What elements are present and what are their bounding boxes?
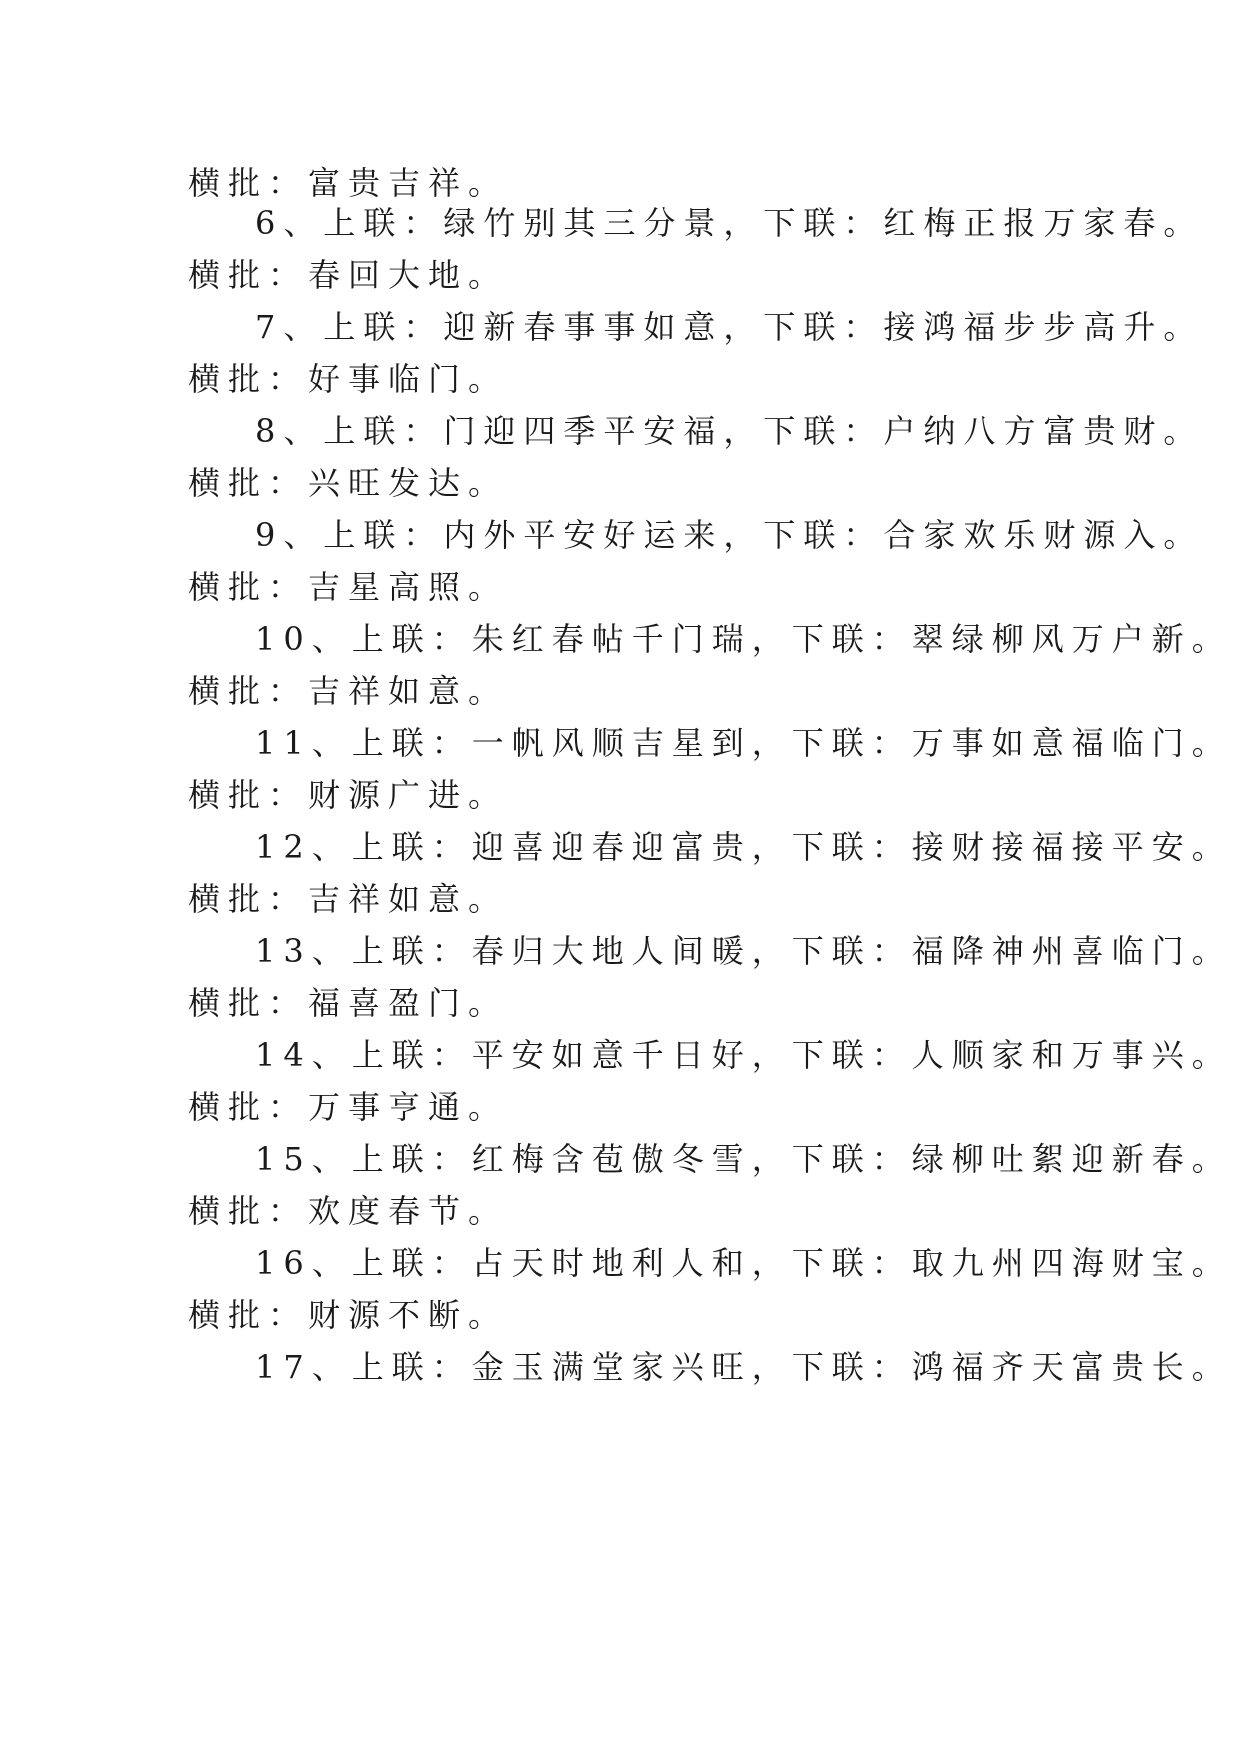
horizontal-scroll-line: 横批：财源广进。 xyxy=(188,776,509,814)
horizontal-scroll-line: 横批：春回大地。 xyxy=(188,256,509,294)
couplet-line: 8、上联：门迎四季平安福，下联：户纳八方富贵财。 xyxy=(255,412,1204,450)
horizontal-scroll-line: 横批：好事临门。 xyxy=(188,360,509,398)
couplet-line: 6、上联：绿竹别其三分景，下联：红梅正报万家春。 xyxy=(255,204,1204,242)
couplet-line: 17、上联：金玉满堂家兴旺，下联：鸿福齐天富贵长。 xyxy=(255,1348,1232,1386)
couplet-line: 9、上联：内外平安好运来，下联：合家欢乐财源入。 xyxy=(255,516,1204,554)
couplet-line: 12、上联：迎喜迎春迎富贵，下联：接财接福接平安。 xyxy=(255,828,1232,866)
couplet-line: 11、上联：一帆风顺吉星到，下联：万事如意福临门。 xyxy=(255,724,1232,762)
horizontal-scroll-line: 横批：财源不断。 xyxy=(188,1296,509,1334)
horizontal-scroll-line: 横批：吉祥如意。 xyxy=(188,672,509,710)
horizontal-scroll-line: 横批：兴旺发达。 xyxy=(188,464,509,502)
horizontal-scroll-line: 横批：福喜盈门。 xyxy=(188,984,509,1022)
couplet-line: 16、上联：占天时地利人和，下联：取九州四海财宝。 xyxy=(255,1244,1232,1282)
horizontal-scroll-line: 横批：吉星高照。 xyxy=(188,568,509,606)
horizontal-scroll-line: 横批：吉祥如意。 xyxy=(188,880,509,918)
horizontal-scroll-line: 横批：欢度春节。 xyxy=(188,1192,509,1230)
couplet-line: 7、上联：迎新春事事如意，下联：接鸿福步步高升。 xyxy=(255,308,1204,346)
horizontal-scroll-line: 横批：万事亨通。 xyxy=(188,1088,509,1126)
horizontal-scroll-line: 横批：富贵吉祥。 xyxy=(188,164,509,202)
couplet-line: 15、上联：红梅含苞傲冬雪，下联：绿柳吐絮迎新春。 xyxy=(255,1140,1232,1178)
couplet-line: 10、上联：朱红春帖千门瑞，下联：翠绿柳风万户新。 xyxy=(255,620,1232,658)
couplet-line: 13、上联：春归大地人间暖，下联：福降神州喜临门。 xyxy=(255,932,1232,970)
couplet-line: 14、上联：平安如意千日好，下联：人顺家和万事兴。 xyxy=(255,1036,1232,1074)
